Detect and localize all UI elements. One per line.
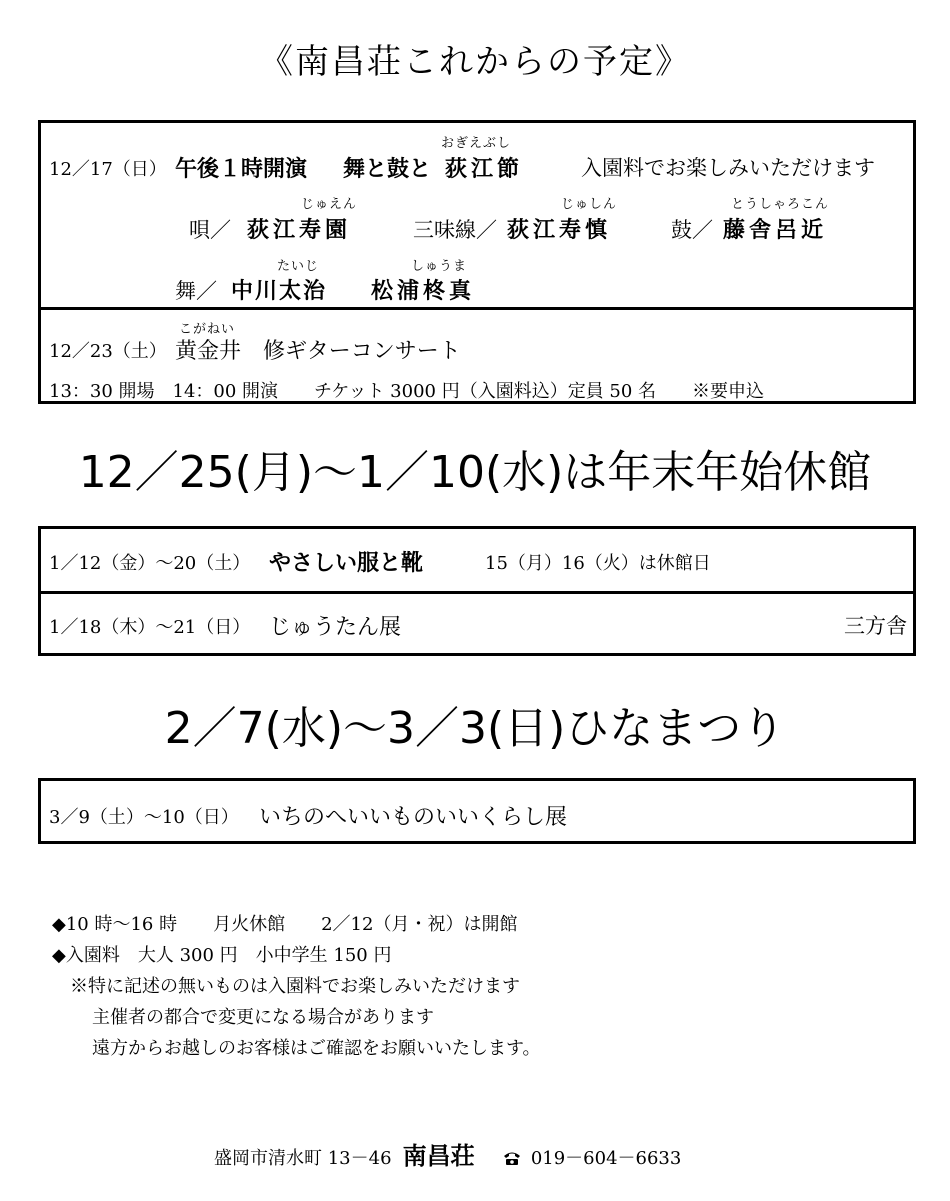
event-fee-note: 入園料でお楽しみいただけます (581, 156, 875, 180)
mai-ruby-2: しゅうま (411, 259, 468, 274)
event-name-ruby: こがねい (179, 322, 236, 337)
event-date: 3／9（土）～10（日） (49, 807, 239, 828)
event-box-january (38, 526, 916, 656)
event-date: 12／17（日） (49, 159, 167, 180)
tsuzumi-name: 藤舎呂近 (723, 218, 828, 243)
event-name: 荻江節 (445, 157, 524, 182)
uta-ruby: じゅえん (301, 197, 358, 212)
note-fee-included: ※特に記述の無いものは入園料でお楽しみいただけます (70, 976, 520, 997)
event-name: いちのへいいものいいくらし展 (259, 805, 568, 830)
shamisen-name: 荻江寿慎 (507, 218, 612, 243)
tsuzumi-label: 鼓／ (671, 218, 713, 242)
event-name: 黄金井 修ギターコンサート (175, 339, 461, 364)
event-name-prefix: 舞と鼓と (343, 157, 432, 182)
footer-address: 盛岡市清水町 13－46 (214, 1148, 392, 1169)
event-organizer: 三方舎 (844, 614, 907, 638)
note-hours: ◆10 時～16 時 月火休館 2／12（月・祝）は開館 (52, 914, 518, 935)
footer (214, 1136, 681, 1171)
shamisen-label: 三味線／ (413, 218, 497, 242)
event-date: 1／12（金）～20（土） (49, 553, 251, 574)
event-box-march (38, 778, 916, 844)
footer-name: 南昌荘 (402, 1142, 475, 1170)
mai-ruby-1: たいじ (277, 259, 320, 274)
tsuzumi-ruby: とうしゃろこん (731, 197, 830, 212)
shamisen-ruby: じゅしん (561, 197, 618, 212)
event-note: 15（月）16（火）は休館日 (485, 553, 711, 574)
hinamatsuri-banner: 2／7(水)～3／3(日)ひなまつり (164, 703, 786, 754)
uta-name: 荻江寿園 (247, 218, 352, 243)
mai-name-1: 中川太治 (231, 279, 328, 304)
event-time: 午後１時開演 (175, 157, 308, 182)
event-date: 12／23（土） (49, 341, 167, 362)
divider (41, 307, 913, 310)
event-name-ruby: おぎえぶし (441, 136, 512, 151)
page-title: 《南昌荘これからの予定》 (259, 42, 691, 82)
event-details: 13：30 開場 14：00 開演 チケット 3000 円（入園料込）定員 50 名 ※要申込 (49, 381, 765, 402)
note-confirm: 遠方からお越しのお客様はご確認をお願いいたします。 (92, 1038, 541, 1059)
divider (41, 591, 913, 594)
event-name: じゅうたん展 (269, 615, 402, 640)
event-name: やさしい服と靴 (269, 551, 424, 576)
uta-label: 唄／ (189, 218, 231, 242)
note-fee: ◆入園料 大人 300 円 小中学生 150 円 (52, 945, 392, 966)
closure-banner: 12／25(月)～1／10(水)は年末年始休館 (78, 447, 872, 498)
phone-icon (502, 1150, 522, 1170)
note-changes: 主催者の都合で変更になる場合があります (92, 1007, 434, 1028)
mai-label: 舞／ (175, 279, 217, 303)
event-date: 1／18（木）～21（日） (49, 617, 251, 638)
footer-phone: 019－604－6633 (530, 1148, 682, 1169)
event-box-december (38, 120, 916, 404)
mai-name-2: 松浦柊真 (371, 279, 476, 304)
